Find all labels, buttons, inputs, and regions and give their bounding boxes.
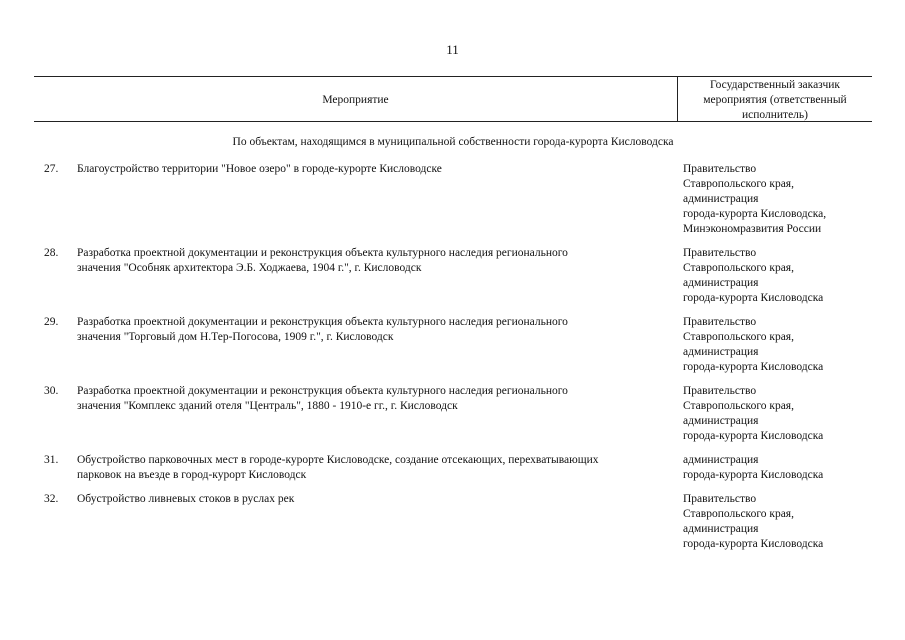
row-executor-line: города-курорта Кисловодска (683, 292, 824, 304)
row-executor-line: администрация (683, 523, 759, 535)
row-event-line: Обустройство ливневых стоков в руслах рек (77, 493, 295, 505)
row-executor-line: Ставропольского края, (683, 400, 794, 412)
row-executor-line: Правительство (683, 493, 757, 505)
row-event-line: парковок на въезде в город-курорт Кисловодск (77, 469, 307, 481)
row-executor-line: Ставропольского края, (683, 262, 794, 274)
row-event (77, 384, 671, 414)
row-executor (683, 315, 878, 375)
row-executor-line: Ставропольского края, (683, 508, 794, 520)
row-executor-line: Ставропольского края, (683, 331, 794, 343)
row-number: 28. (44, 247, 59, 259)
row-number: 31. (44, 454, 59, 466)
row-executor (683, 492, 878, 552)
column-header-customer-line: Государственный заказчик (709, 79, 841, 91)
row-executor (683, 384, 878, 444)
row-executor-line: Ставропольского края, (683, 178, 794, 190)
row-executor-line: администрация (683, 346, 759, 358)
row-executor-line: города-курорта Кисловодска (683, 538, 824, 550)
row-event-line: Обустройство парковочных мест в городе-курорте Кисловодске, создание отсекающих, перехватывающих (77, 454, 599, 466)
row-number: 32. (44, 493, 59, 505)
column-header-event: Мероприятие (322, 94, 389, 106)
row-event-line: Разработка проектной документации и реконструкция объекта культурного наследия регионального (77, 385, 568, 397)
page-number: 11 (446, 42, 459, 57)
row-executor-line: администрация (683, 277, 759, 289)
row-executor-line: города-курорта Кисловодска (683, 469, 824, 481)
row-number: 29. (44, 316, 59, 328)
row-event (77, 492, 671, 507)
table-top-rule (34, 76, 872, 77)
row-event-line: значения "Торговый дом Н.Тер-Погосова, 1909 г.", г. Кисловодск (77, 331, 394, 343)
row-executor (683, 453, 878, 483)
row-event-line: Разработка проектной документации и реконструкция объекта культурного наследия регионального (77, 316, 568, 328)
section-title: По объектам, находящимся в муниципальной собственности города-курорта Кисловодска (232, 136, 674, 148)
row-event-line: значения "Комплекс зданий отеля "Централь", 1880 - 1910-е гг., г. Кисловодск (77, 400, 458, 412)
row-executor-line: города-курорта Кисловодска, (683, 208, 827, 220)
row-event (77, 315, 671, 345)
column-header-customer-line: мероприятия (ответственный (703, 94, 847, 106)
row-event (77, 162, 671, 177)
row-number: 30. (44, 385, 59, 397)
row-executor-line: Правительство (683, 163, 757, 175)
row-executor-line: Минэкономразвития России (683, 223, 822, 235)
row-executor-line: администрация (683, 415, 759, 427)
row-executor (683, 162, 878, 237)
row-event (77, 246, 671, 276)
row-executor-line: Правительство (683, 316, 757, 328)
row-executor-line: города-курорта Кисловодска (683, 361, 824, 373)
row-number: 27. (44, 163, 59, 175)
column-header-customer-line: исполнитель) (741, 109, 808, 121)
row-event (77, 453, 671, 483)
row-executor (683, 246, 878, 306)
row-event-line: значения "Особняк архитектора Э.Б. Ходжаева, 1904 г.", г. Кисловодск (77, 262, 422, 274)
row-event-line: Благоустройство территории "Новое озеро" в городе-курорте Кисловодске (77, 163, 442, 175)
column-header-customer (678, 78, 872, 123)
row-executor-line: Правительство (683, 385, 757, 397)
row-executor-line: администрация (683, 193, 759, 205)
row-executor-line: администрация (683, 454, 759, 466)
row-event-line: Разработка проектной документации и реконструкция объекта культурного наследия регионального (77, 247, 568, 259)
row-executor-line: Правительство (683, 247, 757, 259)
row-executor-line: города-курорта Кисловодска (683, 430, 824, 442)
